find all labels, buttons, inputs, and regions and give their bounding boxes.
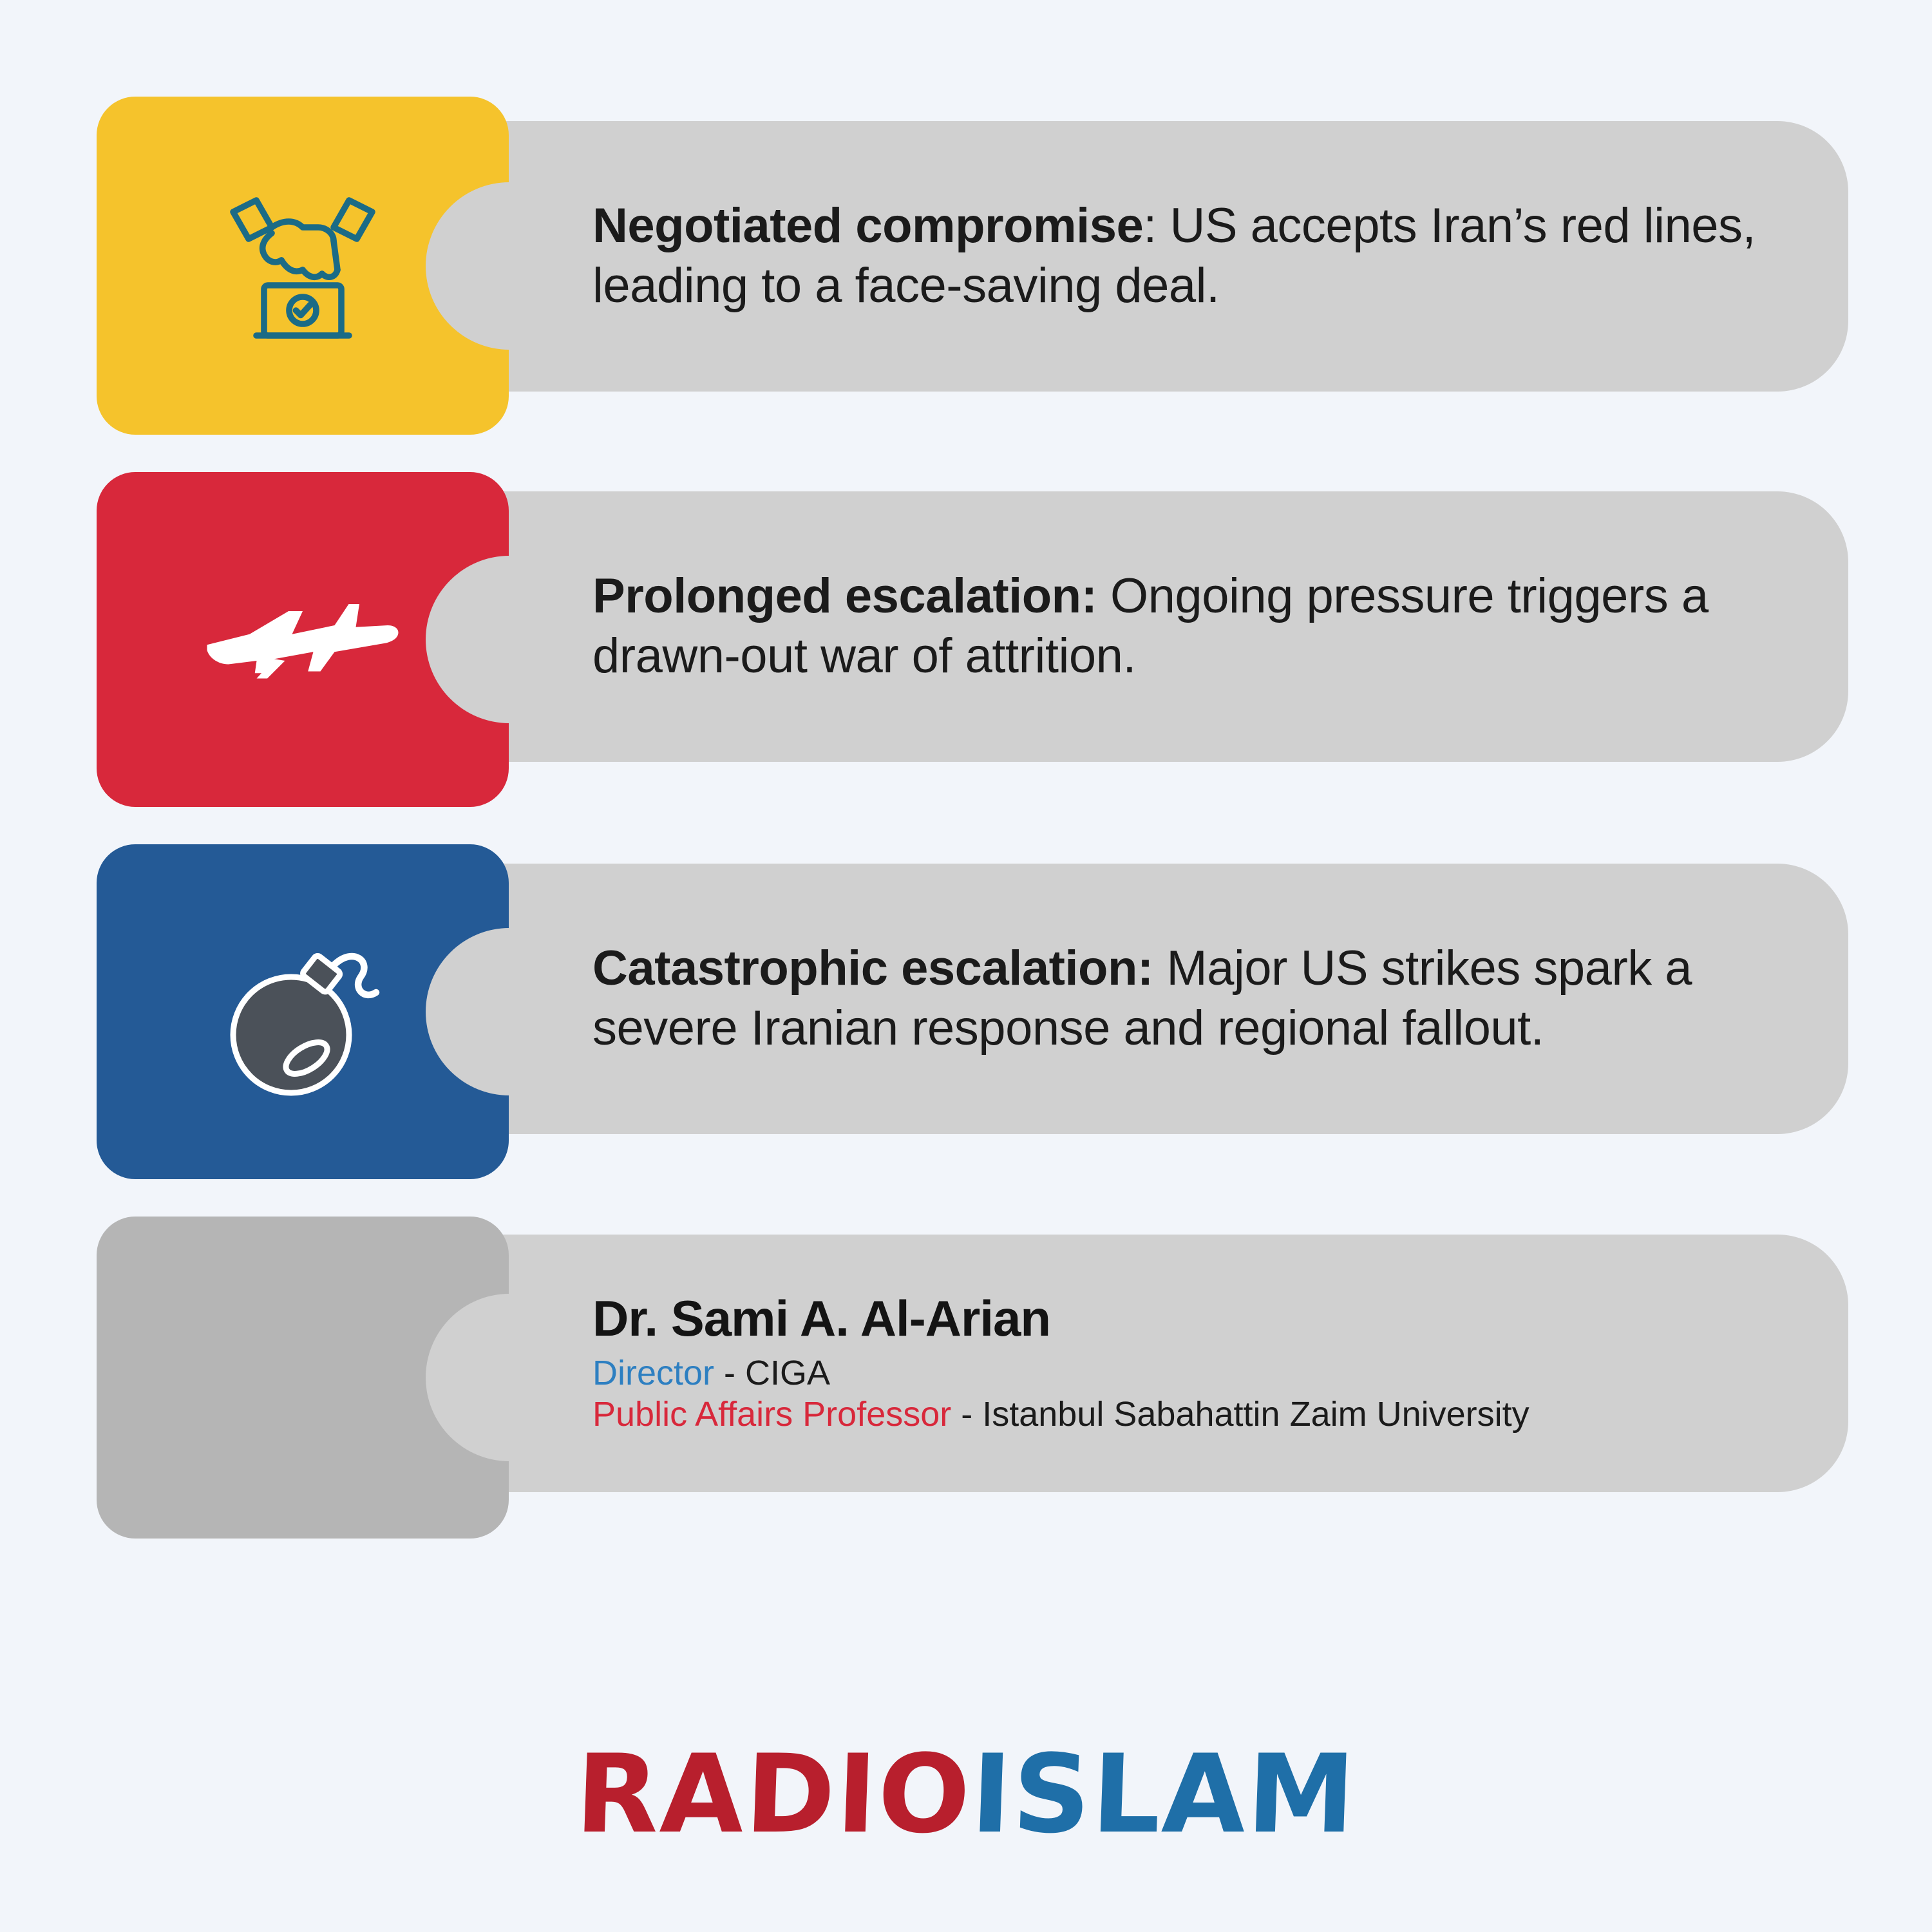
item-title: Negotiated compromise [592, 198, 1144, 254]
speaker-role-2 [592, 1394, 1530, 1435]
list-item [97, 844, 1848, 1179]
speaker-role-1-org: - CIGA [714, 1354, 831, 1393]
item-title: Catastrophic escalation: [592, 941, 1153, 996]
speaker-role-1 [592, 1353, 1530, 1394]
logo-text [573, 1731, 1359, 1857]
bomb-icon [206, 915, 399, 1108]
item-separator: : [1143, 198, 1170, 254]
handshake-icon-tile [97, 97, 509, 435]
fighter-jet-icon [196, 575, 409, 704]
logo-islam-text: ISLAM [969, 1731, 1359, 1857]
item-body: Ongoing pressure triggers a drawn-out war of attrition. [592, 569, 1709, 683]
item-separator [1153, 941, 1167, 996]
list-item-text [431, 864, 1848, 1134]
speaker-details [431, 1235, 1848, 1492]
speaker-role-2-title: Public Affairs Professor [592, 1394, 952, 1434]
speaker-role-1-title: Director [592, 1354, 715, 1393]
speaker-photo-placeholder [97, 1217, 509, 1539]
bomb-icon-tile [97, 844, 509, 1179]
item-body: US accepts Iran’s red lines, leading to a face-saving deal. [592, 198, 1756, 313]
list-item-text [431, 121, 1848, 392]
list-item [97, 472, 1848, 807]
handshake-icon [206, 169, 399, 363]
speaker-role-2-org: - Istanbul Sabahattin Zaim University [951, 1394, 1530, 1434]
radio-islam-logo [0, 1731, 1932, 1857]
item-title: Prolonged escalation: [592, 569, 1097, 624]
item-separator [1097, 569, 1110, 623]
list-item-text [431, 491, 1848, 762]
speaker-name: Dr. Sami A. Al-Arian [592, 1290, 1051, 1347]
item-body: Major US strikes spark a severe Iranian response and regional fallout. [592, 941, 1692, 1056]
speaker-card [97, 1217, 1848, 1539]
fighter-jet-icon-tile [97, 472, 509, 807]
logo-radio-text: RADIO [573, 1731, 974, 1857]
list-item [97, 97, 1848, 435]
